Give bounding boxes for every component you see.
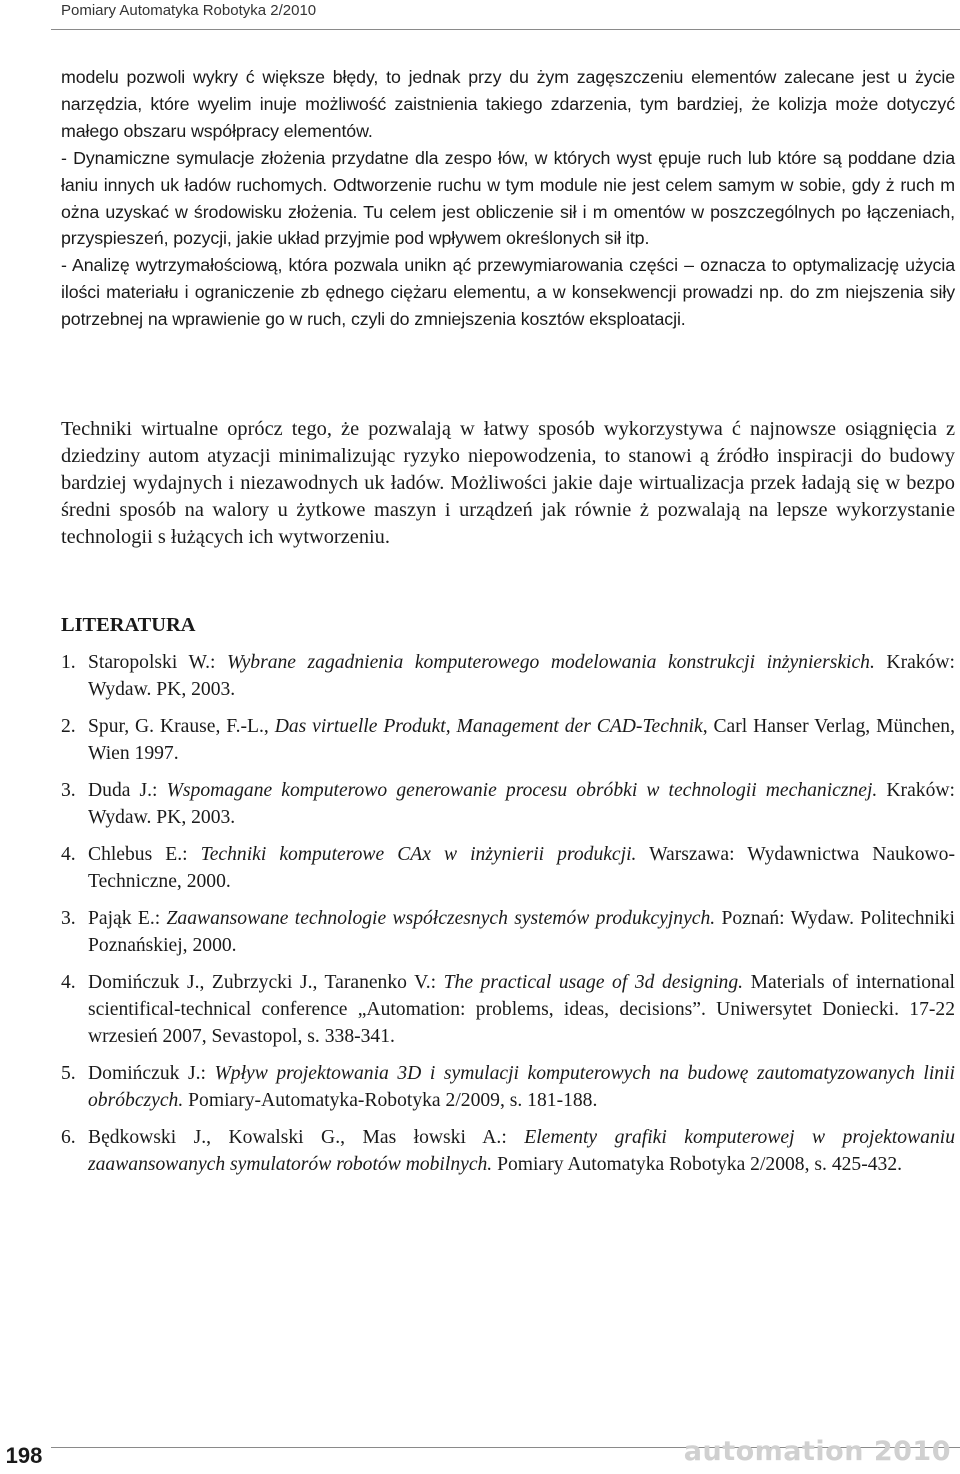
reference-publisher: Warszawa: Wydawnictwa Naukowo-Techniczne, 2000. <box>88 844 955 892</box>
reference-title: Zaawansowane technologie współczesnych systemów produkcyjnych. <box>166 908 716 929</box>
reference-item <box>61 1060 955 1114</box>
page-number: 198 <box>0 1438 48 1474</box>
running-header: Pomiary Automatyka Robotyka 2/2010 <box>61 2 317 19</box>
reference-publisher: Kraków: Wydaw. PK, 2003. <box>88 780 955 828</box>
paragraph-strength-analysis: - Analizę wytrzymałościową, która pozwala unikn ąć przewymiarowania części – oznacza to optymalizację użycia ilości materiału i ograniczenie zb ędnego ciężaru elementu, a w konsekwencji prowadzi np. do zm niejszenia siły potrzebnej na wprawienie go w ruch, czyli do zmniejszenia kosztów eksploatacji. <box>61 255 955 330</box>
reference-publisher: Pomiary-Automatyka-Robotyka 2/2009, s. 181-188. <box>183 1090 598 1111</box>
reference-title: Das virtuelle Produkt, Management der CAD-Technik <box>274 716 703 737</box>
reference-authors: Spur, G. Krause, F.-L., <box>88 716 275 737</box>
reference-number: 3. <box>61 908 76 929</box>
reference-authors: Duda J.: <box>88 780 167 801</box>
reference-item <box>61 841 955 895</box>
reference-title: Techniki komputerowe CAx w inżynierii produkcji. <box>200 844 637 865</box>
reference-title: Wspomagane komputerowo generowanie procesu obróbki w technologii mechanicznej. <box>166 780 878 801</box>
reference-title: Wpływ projektowania 3D i symulacji komputerowych na budowę zautomatyzowanych linii obróbczych. <box>88 1063 955 1111</box>
body-text <box>61 64 955 333</box>
reference-authors: Domińczuk J.: <box>88 1063 215 1084</box>
reference-publisher: Kraków: Wydaw. PK, 2003. <box>88 652 955 700</box>
reference-number: 3. <box>61 780 76 801</box>
reference-number: 6. <box>61 1127 76 1148</box>
reference-list <box>61 649 955 1188</box>
reference-title: Wybrane zagadnienia komputerowego modelowania konstrukcji inżynierskich. <box>227 652 875 673</box>
reference-item <box>61 713 955 767</box>
reference-title: The practical usage of 3d designing. <box>443 972 744 993</box>
reference-authors: Domińczuk J., Zubrzycki J., Taranenko V.: <box>88 972 444 993</box>
reference-number: 4. <box>61 844 76 865</box>
reference-publisher: Pomiary Automatyka Robotyka 2/2008, s. 425-432. <box>492 1154 903 1175</box>
reference-authors: Pająk E.: <box>88 908 167 929</box>
reference-item <box>61 777 955 831</box>
footer-brand: automation 2010 <box>683 1436 951 1467</box>
reference-item <box>61 1124 955 1178</box>
reference-authors: Chlebus E.: <box>88 844 201 865</box>
reference-item <box>61 649 955 703</box>
literature-heading: LITERATURA <box>61 614 196 636</box>
paragraph-dynamic-simulation: - Dynamiczne symulacje złożenia przydatne dla zespo łów, w których wyst ępuje ruch lub które są poddane dzia łaniu innych uk ładów ruchomych. Odtworzenie ruchu w tym module nie jest celem samym w sobie, gdy ż ruch m ożna uzyskać w środowisku złożenia. Tu celem jest obliczenie sił i m omentów w poszczególnych po łączeniach, przyspieszeń, pozycji, jakie układ przyjmie pod wpływem określonych sił itp. <box>61 147 955 249</box>
reference-number: 4. <box>61 972 76 993</box>
reference-number: 1. <box>61 652 76 673</box>
header-divider <box>51 29 960 30</box>
paragraph-collision-detection: modelu pozwoli wykry ć większe błędy, to jednak przy du żym zagęszczeniu elementów zalecane jest u życie narzędzia, które wyelim inuje możliwość zaistnienia takiego zdarzenia, tym bardziej, że kolizja może dotyczyć małego obszaru współpracy elementów. <box>61 67 955 141</box>
reference-publisher: Materials of international scientifical-technical conference „Automation: problems, ideas, decisions”. Uniwersytet Doniecki. 17-22 wrzesień 2007, Sevastopol, s. 338-341. <box>88 972 955 1047</box>
reference-authors: Staropolski W.: <box>88 652 228 673</box>
reference-publisher: Poznań: Wydaw. Politechniki Poznańskiej, 2000. <box>88 908 956 956</box>
reference-title: Elementy grafiki komputerowej w projektowaniu zaawansowanych symulatorów robotów mobilnych. <box>88 1127 956 1175</box>
reference-number: 2. <box>61 716 76 737</box>
reference-publisher: , Carl Hanser Verlag, München, Wien 1997. <box>88 716 955 764</box>
reference-authors: Będkowski J., Kowalski G., Mas łowski A.: <box>88 1127 525 1148</box>
reference-item <box>61 969 955 1050</box>
reference-item <box>61 905 955 959</box>
reference-number: 5. <box>61 1063 76 1084</box>
conclusion-paragraph: Techniki wirtualne oprócz tego, że pozwalają w łatwy sposób wykorzystywa ć najnowsze osiągnięcia z dziedziny autom atyzacji minimalizując ryzyko niepowodzenia, to stanowi ą źródło inspiracji do budowy bardziej wydajnych i niezawodnych uk ładów. Możliwości jakie daje wirtualizacja przek ładają się w bezpo średni sposób na walory u żytkowe maszyn i urządzeń jak równie ż pozwalają na lepsze wykorzystanie technologii s łużących ich wytworzeniu. <box>61 418 955 548</box>
